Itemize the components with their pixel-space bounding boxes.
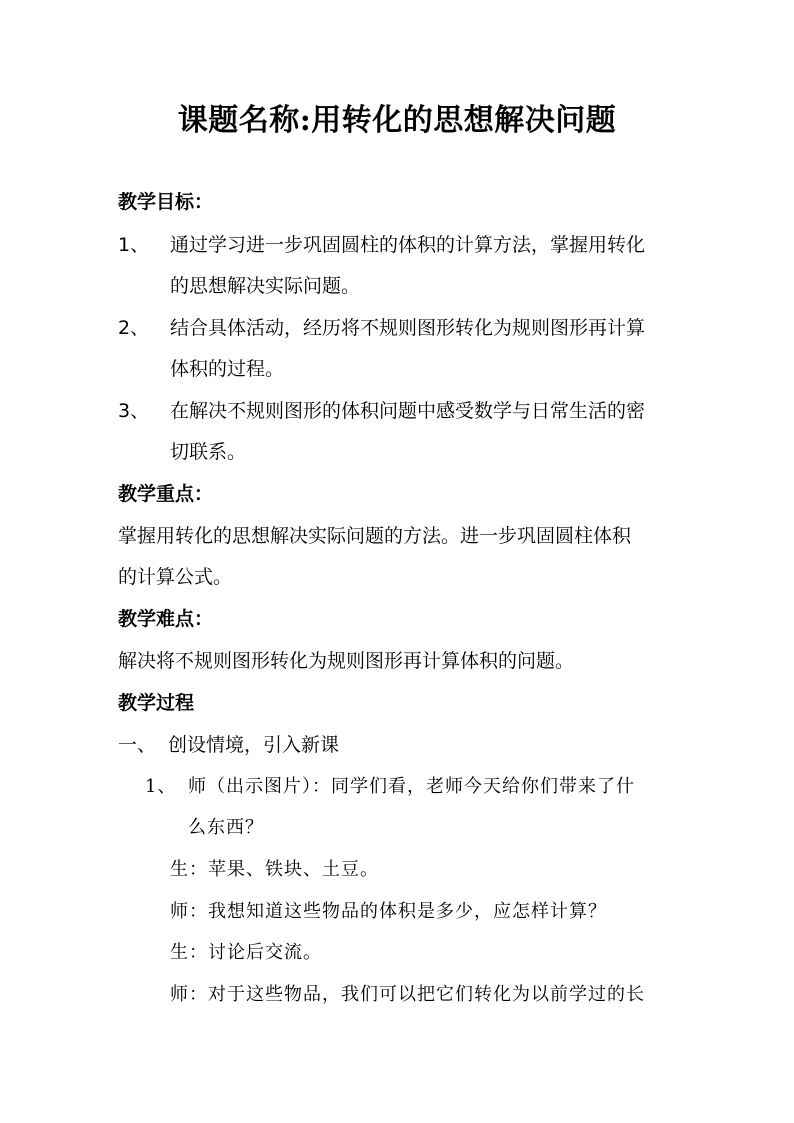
objective-1-number: 1、 xyxy=(118,234,150,256)
dialog-line-3: 生：讨论后交流。 xyxy=(170,942,322,963)
section-1-number: 一、 xyxy=(118,734,157,756)
dialog-line-1: 生：苹果、铁块、土豆。 xyxy=(170,859,379,880)
objective-3-number: 3、 xyxy=(118,400,150,422)
key-points-heading: 教学重点： xyxy=(118,483,214,505)
step-1-line-1: 师（出示图片）：同学们看，老师今天给你们带来了什 xyxy=(188,776,635,797)
difficulties-line-1: 解决将不规则图形转化为规则图形再计算体积的问题。 xyxy=(118,650,575,672)
section-1-title: 创设情境，引入新课 xyxy=(168,734,340,756)
difficulties-heading: 教学难点： xyxy=(118,608,214,630)
key-points-line-1: 掌握用转化的思想解决实际问题的方法。进一步巩固圆柱体积 xyxy=(118,525,632,547)
dialog-line-4: 师：对于这些物品，我们可以把它们转化为以前学过的长 xyxy=(170,984,645,1005)
objectives-heading: 教学目标： xyxy=(118,191,214,213)
objective-2-line-2: 体积的过程。 xyxy=(170,358,285,380)
objective-1-line-2: 的思想解决实际问题。 xyxy=(170,275,361,297)
key-points-line-2: 的计算公式。 xyxy=(118,566,233,588)
objective-2-line-1: 结合具体活动，经历将不规则图形转化为规则图形再计算 xyxy=(170,317,646,339)
step-1-line-2: 么东西？ xyxy=(188,817,264,838)
document-title: 课题名称:用转化的思想解决问题 xyxy=(177,103,617,138)
objective-1-line-1: 通过学习进一步巩固圆柱的体积的计算方法，掌握用转化 xyxy=(170,234,646,256)
process-heading: 教学过程 xyxy=(118,692,195,714)
objective-3-line-1: 在解决不规则图形的体积问题中感受数学与日常生活的密 xyxy=(170,400,646,422)
dialog-line-2: 师：我想知道这些物品的体积是多少，应怎样计算？ xyxy=(170,901,607,922)
objective-2-number: 2、 xyxy=(118,317,150,339)
objective-3-line-2: 切联系。 xyxy=(170,441,247,463)
step-1-number: 1、 xyxy=(145,776,177,797)
